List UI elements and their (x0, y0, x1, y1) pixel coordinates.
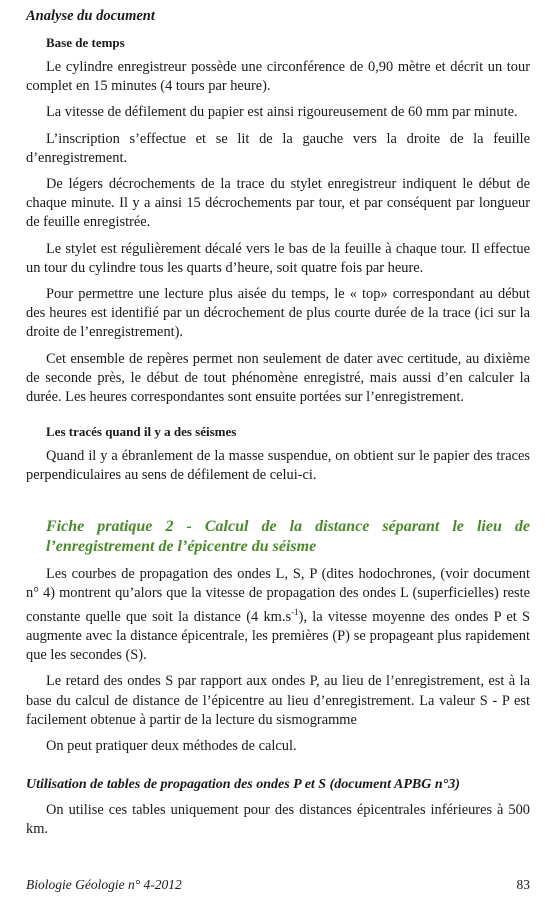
paragraph: On peut pratiquer deux méthodes de calcul. (46, 738, 297, 755)
paragraph: Le retard des ondes S par rapport aux ondes P, au lieu de l’enregistrement, est à la base du calcul de distance de l’épicentre au lieu d’enregistrement. La valeur S - P est facilement obtenue à partir de la lecture du sismogramme (26, 673, 530, 728)
fiche-pratique-title: Fiche pratique 2 - Calcul de la distance séparant le lieu de l’enregistrement de l’épicentre du séisme (46, 517, 530, 555)
paragraph-hodochrones (26, 565, 530, 666)
paragraph: Cet ensemble de repères permet non seulement de dater avec certitude, au dixième de seconde près, le début de tout phénomène enregistré, mais aussi d’en calculer la durée. Les heures correspondantes sont ensuite portées sur l’enregistrement. (26, 350, 530, 406)
subheading-base-de-temps: Base de temps (46, 35, 125, 50)
paragraph: De légers décrochements de la trace du stylet enregistreur indiquent le début de chaque minute. Il y a ainsi 15 décrochements par tour, et par conséquent par longueur de feuille enregistrée. (26, 176, 530, 231)
subheading-traces-seismes: Les tracés quand il y a des séismes (46, 424, 237, 440)
paragraph: On utilise ces tables uniquement pour des distances épicentrales inférieures à 500 km. (26, 802, 530, 838)
paragraph: Pour permettre une lecture plus aisée du temps, le « top» correspondant au début des heures est identifié par un décrochement de plus courte durée de la trace (ici sur la droite de l’enregistrement). (26, 286, 530, 341)
paragraph: Le cylindre enregistreur possède une circonférence de 0,90 mètre et décrit un tour complet en 15 minutes (4 tours par heure). (26, 59, 530, 95)
paragraph: Quand il y a ébranlement de la masse suspendue, on obtient sur le papier des traces perpendiculaires au sens de défilement de celui-ci. (26, 448, 530, 484)
page-number: 83 (516, 877, 530, 892)
text-run: ), la vitesse moyenne des ondes P et S augmente avec la distance épicentrale, les premières (P) se propageant plus rapidement que les secondes (S). (26, 608, 530, 664)
paragraph: Le stylet est régulièrement décalé vers le bas de la feuille à chaque tour. Il effectue un tour du cylindre tous les quarts d’heure, soit quatre fois par heure. (26, 240, 530, 276)
subheading-utilisation-tables: Utilisation de tables de propagation des ondes P et S (document APBG n°3) (26, 777, 460, 793)
page-footer (26, 877, 530, 893)
section-title: Analyse du document (26, 8, 155, 24)
document-page (26, 8, 530, 847)
journal-name: Biologie Géologie n° 4-2012 (26, 877, 182, 892)
paragraph: La vitesse de défilement du papier est ainsi rigoureusement de 60 mm par minute. (46, 104, 518, 121)
text-run: Les courbes de propagation des ondes L, S, P (dites hodochrones, (voir document n° 4) montrent qu’alors que la vitesse de propagation des ondes L (superficielles) reste constante quelle que soit la distance (4 km.s (26, 565, 530, 625)
superscript: -1 (291, 607, 299, 618)
paragraph: L’inscription s’effectue et se lit de la gauche vers la droite de la feuille d’enregistrement. (26, 130, 530, 166)
